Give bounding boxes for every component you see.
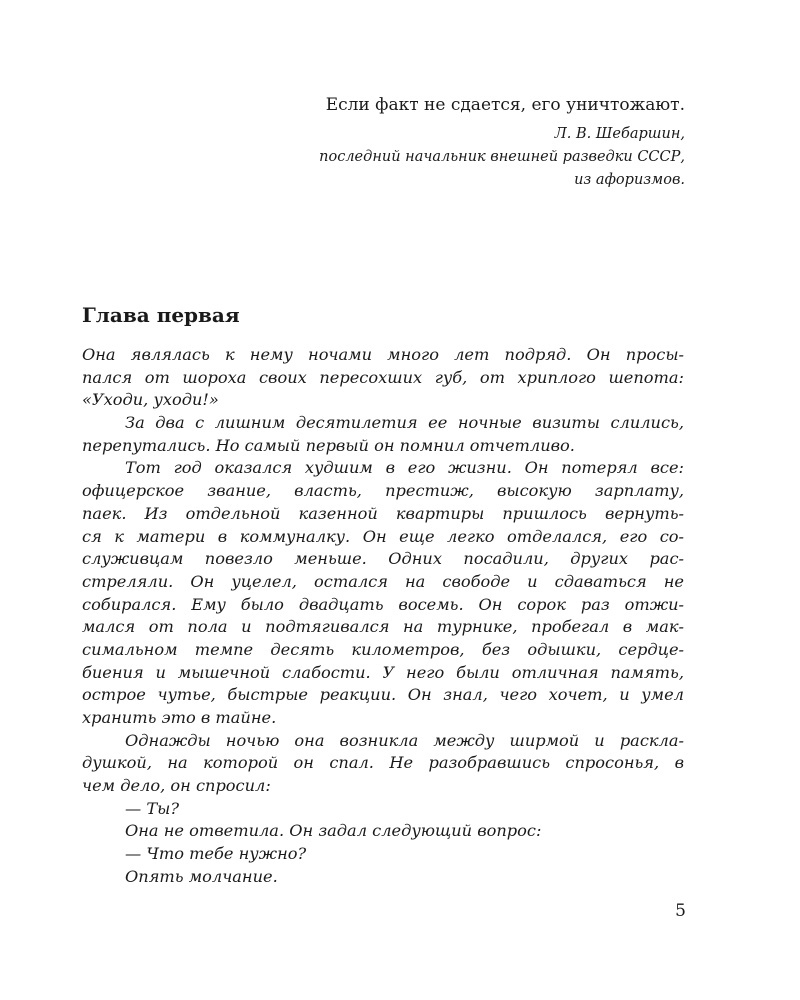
dialogue-line: — Что тебе нужно? xyxy=(125,844,307,864)
text-line: Тот год оказался худшим в его жизни. Он потерял все: xyxy=(125,458,684,478)
text-line: «Уходи, уходи!» xyxy=(82,390,219,410)
text-line: офицерское звание, власть, престиж, высокую зарплату, xyxy=(82,481,684,501)
text-line: служивцам повезло меньше. Одних посадили, других рас- xyxy=(82,549,684,569)
text-line: биения и мышечной слабости. У него были отличная память, xyxy=(82,662,684,682)
epigraph xyxy=(240,93,685,192)
epigraph-attribution xyxy=(240,123,685,192)
chapter-title: Глава первая xyxy=(82,303,240,327)
text-line: перепутались. Но самый первый он помнил отчетливо. xyxy=(82,435,575,455)
text-line: пался от шороха своих пересохших губ, от хриплого шепота: xyxy=(82,367,684,387)
text-line: Однажды ночью она возникла между ширмой и раскла- xyxy=(125,730,684,750)
text-line: душкой, на которой он спал. Не разобравшись спросонья, в xyxy=(82,753,684,773)
epigraph-author: Л. В. Шебаршин, xyxy=(554,126,685,142)
page-number: 5 xyxy=(675,901,686,921)
dialogue-line: — Ты? xyxy=(125,798,179,818)
chapter-body xyxy=(82,344,684,889)
text-line: За два с лишним десятилетия ее ночные визиты слились, xyxy=(125,413,684,433)
epigraph-source: из афоризмов. xyxy=(574,172,685,188)
text-line: Опять молчание. xyxy=(125,866,278,886)
epigraph-author-title: последний начальник внешней разведки СССР, xyxy=(319,149,685,165)
text-line: стреляли. Он уцелел, остался на свободе и сдаваться не xyxy=(82,571,684,591)
text-line: ся к матери в коммуналку. Он еще легко отделался, его со- xyxy=(82,526,684,546)
text-line: мался от пола и подтягивался на турнике, пробегал в мак- xyxy=(82,617,684,637)
text-line: собирался. Ему было двадцать восемь. Он сорок раз отжи- xyxy=(82,594,684,614)
epigraph-quote: Если факт не сдается, его уничтожают. xyxy=(325,95,685,115)
text-line: хранить это в тайне. xyxy=(82,708,277,727)
text-line: чем дело, он спросил: xyxy=(82,776,271,796)
text-line: острое чутье, быстрые реакции. Он знал, чего хочет, и умел xyxy=(82,685,684,705)
text-line: паек. Из отдельной казенной квартиры пришлось вернуть- xyxy=(82,503,684,523)
text-line: Она являлась к нему ночами много лет подряд. Он просы- xyxy=(82,345,684,364)
text-line: Она не ответила. Он задал следующий вопрос: xyxy=(125,821,542,841)
text-line: симальном темпе десять километров, без одышки, сердце- xyxy=(82,639,684,659)
